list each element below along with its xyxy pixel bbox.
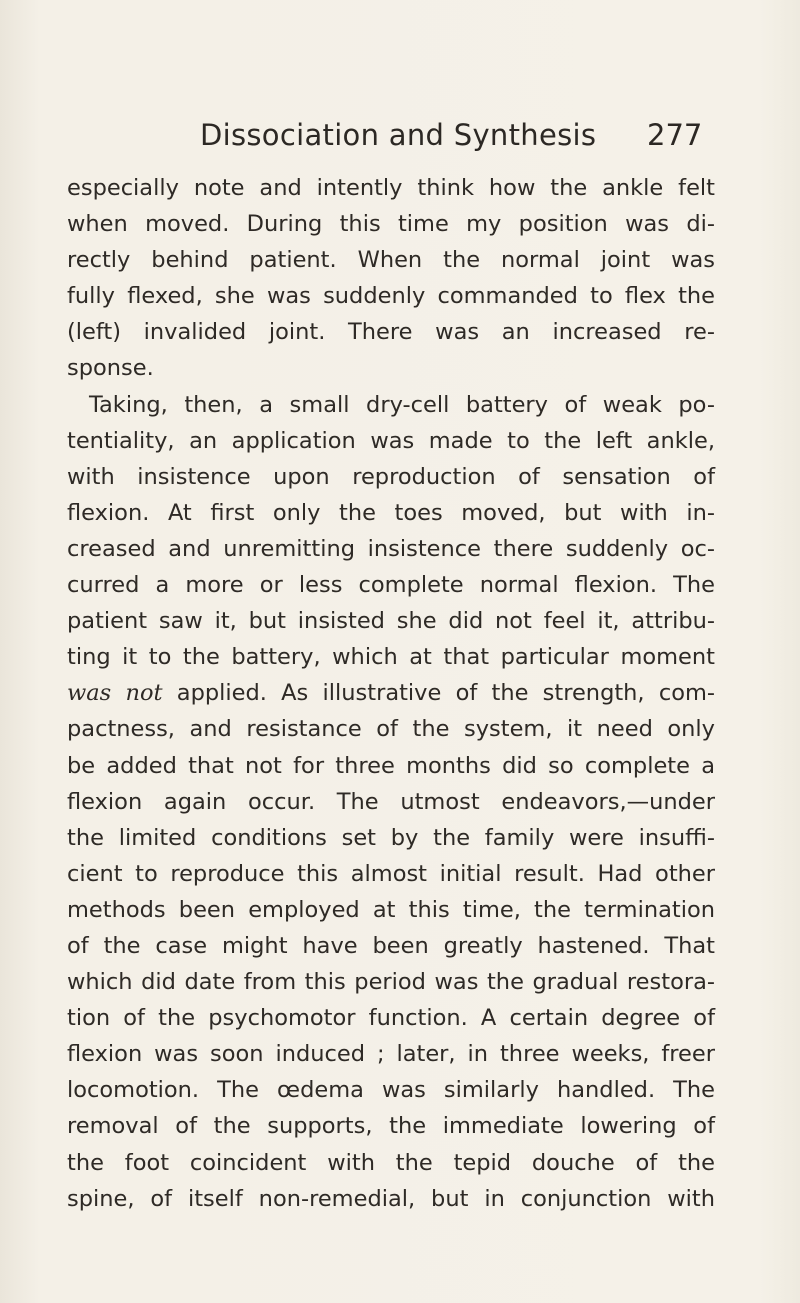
text-line: rectly behind patient. When the normal joint was (67, 247, 715, 274)
text-line: of the case might have been greatly hastened. That (67, 932, 715, 959)
text-line: pactness, and resistance of the system, it need only (67, 716, 715, 743)
line-remainder: applied. As illustrative of the strength, com- (162, 680, 715, 707)
running-head (0, 118, 800, 158)
text-line: with insistence upon reproduction of sensation of (67, 463, 715, 490)
text-line: removal of the supports, the immediate lowering of (67, 1113, 715, 1140)
text-line: fully flexed, she was suddenly commanded to flex the (67, 283, 715, 310)
text-line: methods been employed at this time, the termination (67, 896, 715, 923)
text-line: locomotion. The œdema was similarly handled. The (67, 1077, 715, 1104)
text-line: the limited conditions set by the family were insuffi- (67, 824, 715, 851)
text-line: tion of the psychomotor function. A certain degree of (67, 1005, 715, 1032)
text-line: especially note and intently think how the ankle felt (67, 175, 715, 201)
text-line-italic-lead (67, 675, 715, 711)
page-number: 277 (647, 118, 703, 152)
text-line: tentiality, an application was made to the left ankle, (67, 427, 715, 454)
text-line: which did date from this period was the gradual restora- (67, 969, 715, 996)
text-line: sponse. (67, 355, 154, 382)
text-line: when moved. During this time my position was di- (67, 211, 715, 238)
text-line: creased and unremitting insistence there suddenly oc- (67, 535, 715, 562)
text-line: (left) invalided joint. There was an increased re- (67, 319, 715, 346)
text-line: curred a more or less complete normal flexion. The (67, 572, 715, 599)
italic-phrase: was not (67, 680, 163, 707)
text-line: cient to reproduce this almost initial result. Had other (67, 860, 715, 887)
text-line: flexion again occur. The utmost endeavors,—under (67, 788, 715, 815)
text-line: Taking, then, a small dry-cell battery of weak po- (89, 391, 715, 418)
text-line: patient saw it, but insisted she did not feel it, attribu- (67, 608, 715, 635)
text-line: flexion. At first only the toes moved, but with in- (67, 499, 715, 526)
text-line: ting it to the battery, which at that particular moment (67, 644, 715, 671)
text-line: flexion was soon induced ; later, in three weeks, freer (67, 1041, 715, 1068)
text-line: spine, of itself non-remedial, but in conjunction with (67, 1185, 715, 1212)
running-head-title: Dissociation and Synthesis (200, 118, 597, 152)
text-line: be added that not for three months did so complete a (67, 752, 715, 779)
text-line: the foot coincident with the tepid douche of the (67, 1149, 715, 1176)
body-text (67, 170, 715, 1217)
